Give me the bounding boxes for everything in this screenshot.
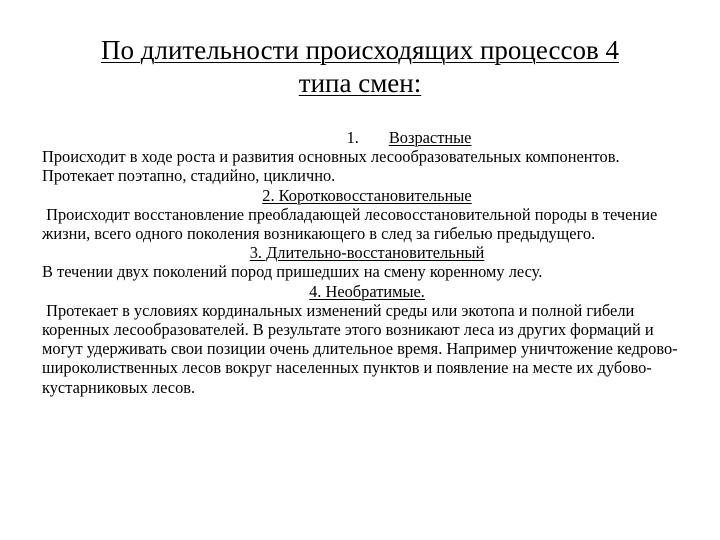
slide-title [60,34,660,100]
section-text-4: Протекает в условиях кординальных изменений среды или экотопа и полной гибели коренных лесообразователей. В результате этого возникают леса из других формаций и могут удерживать свои позиции очень длительное время. Например уничтожение кедрово-широколиственных лесов вокруг населенных пунктов и появление на месте их дубово-кустарниковых лесов. [42,300,678,397]
section-text-2: Происходит восстановление преобладающей лесовосстановительной породы в течение жизни, всего одного поколения возникающего в след за гибелью предыдущего. [42,204,662,244]
title-line-1: По длительности происходящих процессов 4 [101,35,619,65]
section-heading-3: 3. Длительно-восстановительный [249,243,485,263]
title-line-2: типа смен: [298,68,422,98]
section-text-1: Происходит в ходе роста и развития основных лесообразовательных компонентов. Протекает поэтапно, стадийно, циклично. [42,147,620,186]
section-heading-4: 4. Необратимые. [309,281,425,301]
section-text-3: В течении двух поколений пород пришедших на смену коренному лесу. [42,262,543,282]
section-heading-1 [42,128,692,147]
section-label-1: Возрастные [388,128,472,147]
section-heading-2: 2. Коротковосстановительные [262,185,472,205]
section-number-1: 1. [346,128,359,147]
slide-body [42,128,692,397]
